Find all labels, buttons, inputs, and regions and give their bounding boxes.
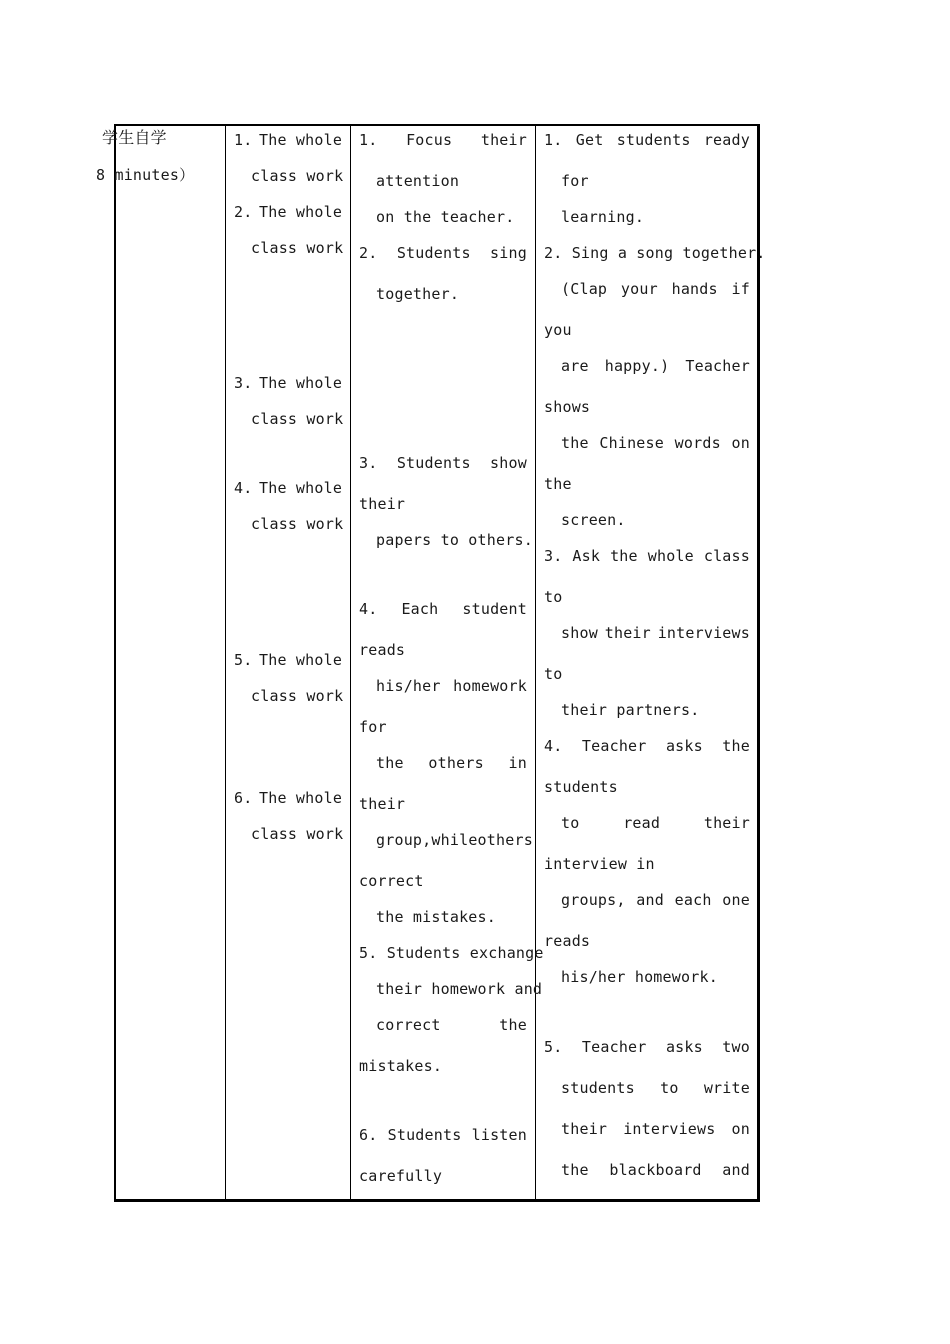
org-text: class work [251,167,344,185]
word: the [499,1016,527,1034]
word: sing [490,244,527,262]
teacher-line [561,891,750,909]
student-line [359,1126,527,1144]
word: Get [575,131,604,149]
word: 3. [544,547,563,565]
org-text: The whole [259,479,343,497]
org-text: The whole [259,203,343,221]
student-line [359,131,527,149]
word: their [703,814,750,832]
word: others [477,831,533,849]
student-line: mistakes. [359,1057,443,1075]
student-line: their [359,495,406,513]
word: Students [396,244,471,262]
word: 4. [359,600,378,618]
word: on [731,1120,750,1138]
org-text: class work [251,239,344,257]
word: Each [401,600,439,618]
word: their [604,624,651,642]
teacher-line [561,434,750,452]
word: the [610,547,638,565]
teacher-line [561,1161,750,1179]
teacher-line: interview in [544,855,655,873]
student-line [359,454,527,472]
word: listen [471,1126,527,1144]
student-line [376,754,527,772]
student-line: together. [376,285,460,303]
word: their [561,1120,608,1138]
stage-duration: 8 minutes） [96,166,195,184]
teacher-line: students [544,778,618,796]
word: the [722,737,750,755]
teacher-line: reads [544,932,591,950]
student-line: for [359,718,387,736]
word: correct [376,1016,441,1034]
word: write [703,1079,750,1097]
word: and [722,1161,750,1179]
student-line [359,244,527,262]
word: groups, [561,891,626,909]
teacher-line: you [544,321,572,339]
word: student [462,600,527,618]
word: 2. [359,244,378,262]
word: 1. [359,131,378,149]
word: 4. [544,737,563,755]
word: interviews [657,624,750,642]
org-text: The whole [259,374,343,392]
word: show [490,454,527,472]
word: one [722,891,750,909]
teacher-line [544,1038,750,1056]
student-line: their homework and [376,980,543,998]
org-text: class work [251,515,344,533]
teacher-line [561,1120,750,1138]
word: his/her [376,677,441,695]
column-divider [350,124,351,1202]
org-number: 3. [234,374,253,392]
org-number: 1. [234,131,253,149]
student-line: their [359,795,406,813]
student-line: papers to others. [376,531,533,549]
word: group, [376,831,432,849]
org-text: The whole [259,651,343,669]
word: Ask [572,547,601,565]
org-number: 5. [234,651,253,669]
word: in [508,754,527,772]
word: the [561,434,589,452]
student-line: on the teacher. [376,208,515,226]
word: whole [647,547,694,565]
teacher-line [544,737,750,755]
word: Teacher [685,357,750,375]
word: Teacher [581,737,647,755]
student-line: reads [359,641,406,659]
word: happy.) [604,357,670,375]
word: 6. [359,1126,378,1144]
org-number: 2. [234,203,253,221]
teacher-line: their partners. [561,701,700,719]
word: blackboard [609,1161,702,1179]
teacher-line [561,814,750,832]
word: Students [387,1126,462,1144]
student-line [359,600,527,618]
word: Chinese [599,434,664,452]
teacher-line [561,1079,750,1097]
stage-title: 学生自学 [102,128,167,147]
column-divider [225,124,226,1202]
student-line [376,831,533,849]
student-line: the mistakes. [376,908,496,926]
word: asks [665,1038,703,1056]
word: homework [453,677,527,695]
word: read [623,814,661,832]
word: asks [665,737,703,755]
word: your [620,280,658,298]
teacher-line [561,280,750,298]
student-line: correct [359,872,424,890]
word: interviews [623,1120,716,1138]
word: students [616,131,691,149]
word: the [376,754,404,772]
teacher-line: 2. Sing a song together. [544,244,766,262]
word: 3. [359,454,378,472]
word: if [731,280,750,298]
word: to [561,814,580,832]
word: each [674,891,712,909]
teacher-line: the [544,475,572,493]
word: 5. [544,1038,563,1056]
teacher-line: his/her homework. [561,968,718,986]
word: two [722,1038,750,1056]
word: ready [703,131,750,149]
word: (Clap [561,280,608,298]
word: are [561,357,589,375]
column-divider [535,124,536,1202]
word: class [703,547,750,565]
teacher-line: to [544,665,563,683]
word: Students [396,454,471,472]
org-text: The whole [259,131,343,149]
word: words [674,434,721,452]
teacher-line [544,547,750,565]
student-line [376,677,527,695]
word: students [561,1079,635,1097]
org-text: class work [251,687,344,705]
teacher-line: to [544,588,563,606]
word: others [428,754,484,772]
word: 1. [544,131,563,149]
teacher-line: shows [544,398,591,416]
org-text: class work [251,825,344,843]
student-line: carefully [359,1167,443,1185]
teacher-line [544,131,750,149]
word: hands [671,280,718,298]
word: their [480,131,527,149]
word: while [431,831,478,849]
org-number: 4. [234,479,253,497]
word: Focus [406,131,453,149]
word: show [561,624,598,642]
org-text: class work [251,410,344,428]
word: to [660,1079,679,1097]
org-text: The whole [259,789,343,807]
student-line: 5. Students exchange [359,944,544,962]
word: Teacher [581,1038,647,1056]
teacher-line [561,624,750,642]
word: and [636,891,664,909]
teacher-line: screen. [561,511,626,529]
word: the [561,1161,589,1179]
teacher-line: learning. [561,208,645,226]
word: on [731,434,750,452]
org-number: 6. [234,789,253,807]
student-line [376,1016,527,1034]
teacher-line [561,357,750,375]
student-line: attention [376,172,460,190]
teacher-line: for [561,172,589,190]
